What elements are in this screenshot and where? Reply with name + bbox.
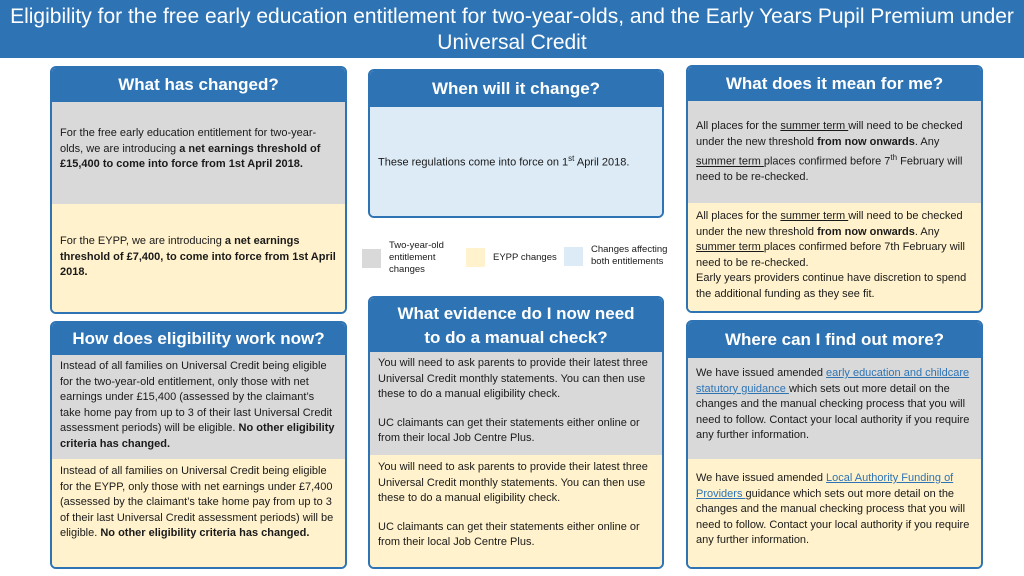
what-changed-two-year-section [52, 102, 345, 204]
meaning-cream-summer-term-1: summer term [780, 210, 849, 222]
meaning-cream-text-3: . Any [914, 225, 940, 238]
meaning-panel [686, 65, 983, 313]
find-out-grey-text-2: which sets out more detail on the changes and the manual checking process that you will need to follow. Contact your local authority if you require any further information. [696, 382, 970, 441]
find-out-heading: Where can I find out more? [688, 322, 981, 358]
meaning-two-year-section [688, 101, 981, 203]
what-changed-eypp-bold: a net earnings threshold of £7,400, to come into force from 1st April 2018. [60, 235, 336, 278]
meaning-cream-bold: from now onwards [817, 225, 915, 238]
evidence-panel [368, 296, 664, 569]
find-out-cream-text-2: guidance which sets out more detail on the changes and the manual checking process that you will need to follow. Contact your local authority if you require any further information. [696, 487, 970, 546]
legend-eypp-label: EYPP changes [493, 251, 557, 263]
legend-both [564, 244, 676, 268]
when-change-text-end: April 2018. [574, 156, 630, 169]
meaning-heading: What does it mean for me? [688, 67, 981, 101]
legend-swatch-blue [564, 247, 583, 266]
meaning-grey-text-1: All places for the [696, 120, 781, 132]
legend-two-year [362, 240, 480, 276]
find-out-panel [686, 320, 983, 569]
find-out-two-year-section [688, 358, 981, 459]
meaning-grey-text-5: February will need to be re-checked. [696, 155, 963, 184]
meaning-grey-bold: from now onwards [817, 135, 915, 148]
evidence-eypp-section [370, 455, 662, 567]
meaning-grey-text-4: places confirmed before 7 [763, 155, 891, 168]
what-changed-eypp-section [52, 204, 345, 312]
eligibility-now-eypp-section [52, 459, 345, 569]
eligibility-now-two-year-bold: No other eligibility criteria has changed. [60, 422, 335, 450]
statutory-guidance-link[interactable]: early education and childcare statutory guidance [696, 367, 970, 395]
legend [362, 240, 672, 280]
eligibility-now-two-year-text: Instead of all families on Universal Credit being eligible for the two-year-old entitlement, only those with net earnings under £15,400 (assessed by the claimant’s take home pay from up to 3 of their last Universal Credit assessment periods) will be eligible. [60, 360, 333, 434]
eligibility-now-two-year-section [52, 355, 345, 459]
when-change-text: These regulations come into force on 1 [378, 156, 569, 169]
evidence-eypp-text-1: You will need to ask parents to provide their latest three Universal Credit monthly statements. You can then use these to do a manual eligibility check. [378, 461, 648, 504]
eligibility-now-eypp-text: Instead of all families on Universal Credit being eligible for the EYPP, only those with net earnings under £7,400 (assessed by the claimant’s take home pay from up to 3 of their last Universal Credit assessment periods) will be eligible. [60, 465, 334, 539]
meaning-grey-text-2: will need to be checked under the new threshold [696, 120, 963, 148]
meaning-grey-text-3: . Any [914, 135, 940, 148]
what-changed-eypp-text: For the EYPP, we are introducing [60, 235, 225, 247]
legend-eypp [466, 248, 557, 267]
legend-swatch-cream [466, 248, 485, 267]
meaning-cream-text-4: places confirmed before 7th February will need to be re-checked. [696, 241, 965, 269]
meaning-cream-discretion-text: Early years providers continue have discretion to spend the additional funding as they see fit. [696, 272, 967, 300]
legend-swatch-grey [362, 249, 381, 268]
evidence-two-year-text-1: You will need to ask parents to provide their latest three Universal Credit monthly statements. You can then use these to do a manual eligibility check. [378, 357, 648, 400]
when-change-heading: When will it change? [370, 71, 662, 107]
when-change-panel [368, 69, 664, 218]
when-change-section [370, 107, 662, 216]
page-title: Eligibility for the free early education entitlement for two-year-olds, and the Early Years Pupil Premium under Universal Credit [0, 0, 1024, 58]
evidence-heading: What evidence do I now need to do a manual check? [370, 298, 662, 352]
when-change-sup: st [568, 154, 575, 163]
meaning-cream-text-2: will need to be checked under the new threshold [696, 210, 963, 238]
evidence-two-year-text-2: UC claimants can get their statements either online or from their local Job Centre Plus. [378, 416, 640, 444]
meaning-cream-text-1: All places for the [696, 210, 781, 222]
what-changed-two-year-bold: a net earnings threshold of £15,400 to come into force from 1st April 2018. [60, 142, 321, 170]
legend-two-year-label: Two-year-old entitlement changes [389, 240, 444, 275]
meaning-cream-summer-term-2: summer term [696, 241, 764, 253]
evidence-two-year-section [370, 352, 662, 455]
evidence-eypp-text-2: UC claimants can get their statements either online or from their local Job Centre Plus. [378, 520, 640, 548]
eligibility-now-heading: How does eligibility work now? [52, 323, 345, 355]
funding-of-providers-link[interactable]: Local Authority Funding of Providers [696, 472, 954, 500]
legend-both-label: Changes affecting both entitlements [591, 244, 668, 267]
find-out-cream-text-1: We have issued amended [696, 472, 827, 484]
meaning-grey-summer-term-2: summer term [696, 155, 764, 168]
meaning-grey-summer-term-1: summer term [780, 120, 849, 132]
what-changed-two-year-text: For the free early education entitlement for two-year-olds, we are introducing [60, 127, 317, 155]
meaning-eypp-section [688, 203, 981, 311]
what-changed-panel [50, 66, 347, 314]
what-changed-heading: What has changed? [52, 68, 345, 102]
find-out-grey-text-1: We have issued amended [696, 367, 827, 379]
eligibility-now-eypp-bold: No other eligibility criteria has changed. [100, 527, 310, 539]
find-out-eypp-section [688, 459, 981, 567]
eligibility-now-panel [50, 321, 347, 569]
meaning-grey-sup: th [890, 153, 898, 162]
